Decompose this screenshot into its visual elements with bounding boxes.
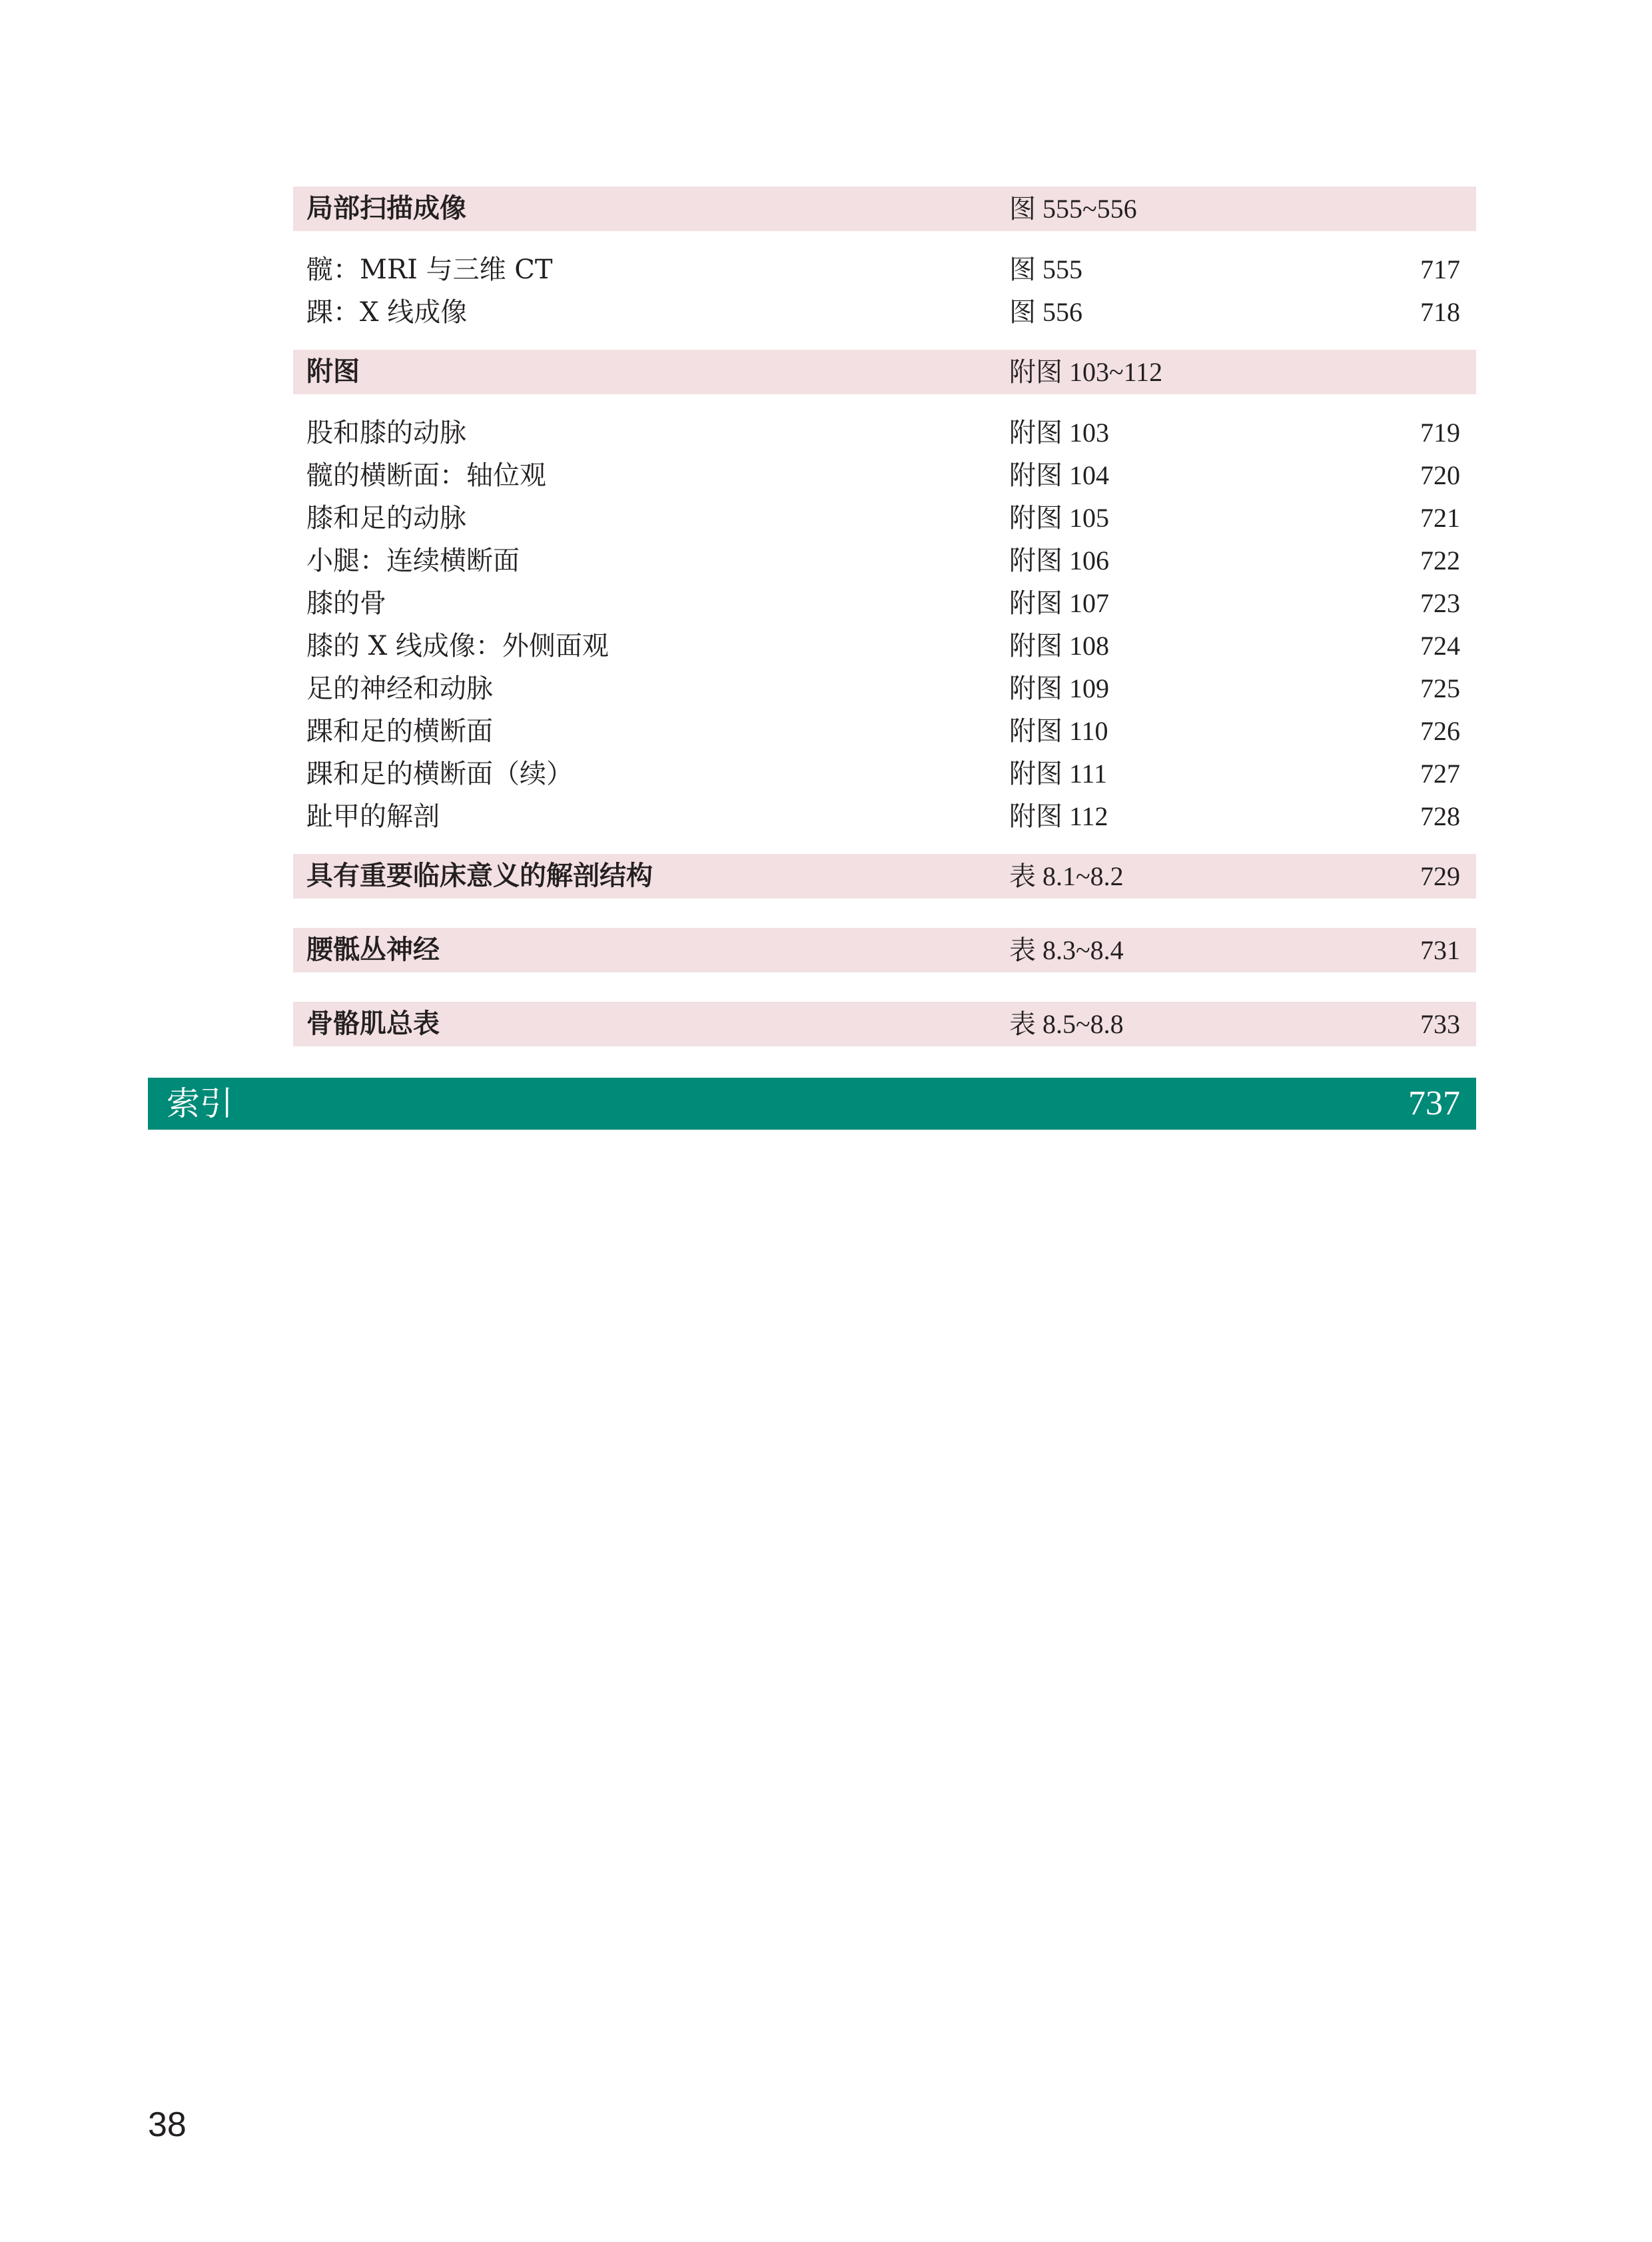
toc-entry[interactable] xyxy=(293,625,1476,667)
entry-page-number: 722 xyxy=(1420,546,1460,575)
section-title: 骨骼肌总表 xyxy=(306,1008,440,1039)
entry-page-number: 720 xyxy=(1420,460,1460,490)
index-page-number: 737 xyxy=(1408,1084,1460,1122)
toc-entry[interactable] xyxy=(293,412,1476,454)
section-header[interactable] xyxy=(293,928,1476,972)
toc-entry[interactable] xyxy=(293,582,1476,625)
entry-title: 踝和足的横断面（续） xyxy=(306,759,573,789)
entry-figure-ref: 附图 105 xyxy=(1009,503,1109,533)
entry-page-number: 718 xyxy=(1420,297,1460,327)
entry-figure-ref: 附图 103 xyxy=(1009,418,1109,448)
section-title: 具有重要临床意义的解剖结构 xyxy=(306,861,653,891)
entry-figure-ref: 附图 104 xyxy=(1009,460,1109,490)
section-header[interactable] xyxy=(293,1002,1476,1046)
entry-figure-ref: 附图 107 xyxy=(1009,588,1109,618)
entry-page-number: 723 xyxy=(1420,588,1460,618)
index-chapter-bar[interactable] xyxy=(148,1078,1476,1130)
entry-figure-ref: 图 556 xyxy=(1009,297,1082,327)
section-page-number: 729 xyxy=(1420,861,1460,891)
entry-figure-ref: 图 555 xyxy=(1009,254,1082,284)
entry-page-number: 721 xyxy=(1420,503,1460,533)
toc-entry[interactable] xyxy=(293,454,1476,497)
entry-figure-ref: 附图 106 xyxy=(1009,546,1109,575)
toc-entry[interactable] xyxy=(293,248,1476,291)
entry-title: 小腿：连续横断面 xyxy=(306,546,520,576)
entry-title: 足的神经和动脉 xyxy=(306,673,493,704)
section-title: 局部扫描成像 xyxy=(306,193,466,224)
toc-entry[interactable] xyxy=(293,710,1476,753)
toc-entry[interactable] xyxy=(293,291,1476,334)
page-number: 38 xyxy=(148,2105,187,2144)
entry-page-number: 725 xyxy=(1420,673,1460,703)
entry-figure-ref: 附图 109 xyxy=(1009,673,1109,703)
entry-figure-ref: 附图 112 xyxy=(1009,801,1108,831)
entry-page-number: 727 xyxy=(1420,759,1460,789)
entry-title: 股和膝的动脉 xyxy=(306,418,466,448)
section-table-range: 表 8.5~8.8 xyxy=(1009,1009,1124,1039)
table-of-contents xyxy=(293,187,1476,1064)
section-figure-range: 附图 103~112 xyxy=(1009,357,1163,387)
entry-title: 膝的骨 xyxy=(306,588,386,619)
entry-figure-ref: 附图 108 xyxy=(1009,631,1109,661)
entry-page-number: 728 xyxy=(1420,801,1460,831)
entry-title: 膝的 X 线成像：外侧面观 xyxy=(306,631,609,661)
entry-page-number: 726 xyxy=(1420,716,1460,746)
section-title: 附图 xyxy=(306,356,360,387)
entry-page-number: 717 xyxy=(1420,254,1460,284)
entry-list xyxy=(293,412,1476,838)
entry-page-number: 724 xyxy=(1420,631,1460,661)
entry-figure-ref: 附图 111 xyxy=(1009,759,1108,789)
section-table-range: 表 8.3~8.4 xyxy=(1009,935,1124,965)
entry-title: 髋：MRI 与三维 CT xyxy=(306,254,553,285)
toc-entry[interactable] xyxy=(293,667,1476,710)
entry-title: 趾甲的解剖 xyxy=(306,801,440,832)
toc-entry[interactable] xyxy=(293,753,1476,795)
entry-list xyxy=(293,248,1476,334)
section-figure-range: 图 555~556 xyxy=(1009,194,1137,224)
section-table-range: 表 8.1~8.2 xyxy=(1009,861,1124,891)
section-header[interactable] xyxy=(293,350,1476,394)
toc-entry[interactable] xyxy=(293,540,1476,582)
toc-entry[interactable] xyxy=(293,795,1476,838)
entry-title: 膝和足的动脉 xyxy=(306,503,466,534)
section-header[interactable] xyxy=(293,854,1476,899)
entry-title: 踝：X 线成像 xyxy=(306,297,468,328)
section-page-number: 733 xyxy=(1420,1009,1460,1039)
index-title: 索引 xyxy=(167,1084,233,1123)
section-page-number: 731 xyxy=(1420,935,1460,965)
entry-title: 髋的横断面：轴位观 xyxy=(306,460,546,491)
section-title: 腰骶丛神经 xyxy=(306,934,440,965)
entry-title: 踝和足的横断面 xyxy=(306,716,493,747)
entry-figure-ref: 附图 110 xyxy=(1009,716,1108,746)
toc-entry[interactable] xyxy=(293,497,1476,540)
entry-page-number: 719 xyxy=(1420,418,1460,448)
section-header[interactable] xyxy=(293,187,1476,231)
